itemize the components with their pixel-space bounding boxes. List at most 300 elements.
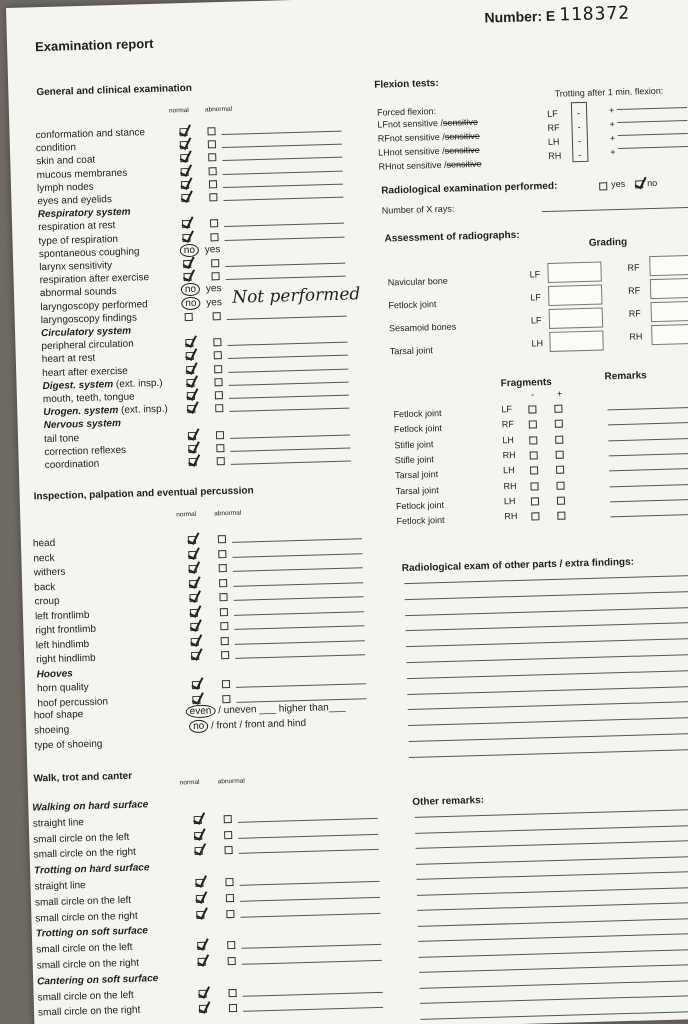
writing-line[interactable] xyxy=(416,840,688,849)
gait-row-abnormal-checkbox[interactable] xyxy=(224,815,232,823)
writing-line[interactable] xyxy=(420,1010,688,1019)
gait-row-normal-checkbox[interactable] xyxy=(198,989,206,997)
gait-row-abnormal-checkbox[interactable] xyxy=(228,957,236,965)
flexion-leg: LF xyxy=(377,119,389,130)
general-row-notes-line[interactable] xyxy=(227,342,347,346)
fragment-plus-checkbox[interactable] xyxy=(556,450,564,458)
handwritten-not-performed: Not performed xyxy=(231,284,361,308)
inspection-row-abnormal-checkbox[interactable] xyxy=(222,680,230,688)
general-row-no-circled[interactable]: no xyxy=(180,244,199,258)
general-row-notes-line[interactable] xyxy=(222,157,342,161)
assessment-left-grade-box[interactable] xyxy=(549,330,604,351)
fragment-minus-checkbox[interactable] xyxy=(531,512,539,520)
radiological-other-title: Radiological exam of other parts / extra findings: xyxy=(401,556,635,575)
gait-row-abnormal-checkbox[interactable] xyxy=(224,831,232,839)
gait-row-normal-checkbox[interactable] xyxy=(194,816,202,824)
general-row-yes-option[interactable]: yes xyxy=(206,296,223,309)
fragments-minus: - xyxy=(530,389,535,400)
radiological-no-checkbox[interactable] xyxy=(635,180,643,188)
writing-line[interactable] xyxy=(405,606,688,615)
flexion-grade-line[interactable] xyxy=(617,120,687,123)
radiological-yes-checkbox[interactable] xyxy=(599,182,607,190)
general-row-sub-label: Digest. system xyxy=(42,378,114,392)
general-row-label: spontaneous coughing xyxy=(38,246,140,260)
flexion-row-label xyxy=(378,131,480,144)
gait-row-notes-line[interactable] xyxy=(242,960,382,965)
fragment-plus-checkbox[interactable] xyxy=(556,481,564,489)
general-row-notes-line[interactable] xyxy=(230,447,350,451)
inspection-row-notes-line[interactable] xyxy=(235,654,365,659)
gait-row-notes-line[interactable] xyxy=(243,1007,383,1012)
fragment-row-leg: LH xyxy=(503,495,516,507)
assessment-right-leg: RF xyxy=(627,285,641,296)
general-row-label: laryngoscopy performed xyxy=(40,298,148,313)
general-row-label: correction reflexes xyxy=(44,444,127,458)
general-row-label: Circulatory system xyxy=(40,325,132,340)
flexion-trot-leg: LF xyxy=(547,108,558,119)
general-row-notes-line[interactable] xyxy=(223,197,343,201)
writing-line[interactable] xyxy=(420,995,688,1004)
fragment-minus-checkbox[interactable] xyxy=(529,421,537,429)
general-col-abnormal: abnormal xyxy=(204,105,233,114)
general-row-notes-line[interactable] xyxy=(225,236,345,240)
assessment-left-grade-box[interactable] xyxy=(548,284,603,305)
assessment-left-grade-box[interactable] xyxy=(549,307,604,328)
general-row-normal-checkbox[interactable] xyxy=(189,458,197,466)
fragment-remark-line[interactable] xyxy=(609,468,688,472)
fragment-row-label: Stifle joint xyxy=(394,454,434,466)
inspection-col-normal: normal xyxy=(176,510,197,519)
gait-row-notes-line[interactable] xyxy=(238,818,378,823)
gait-col-abnormal: abnormal xyxy=(217,777,245,786)
fragment-remark-line[interactable] xyxy=(610,499,688,503)
inspection-row-abnormal-checkbox[interactable] xyxy=(220,608,228,616)
general-row-notes-line[interactable] xyxy=(230,434,350,438)
exam-report-sheet xyxy=(6,0,688,1024)
writing-line[interactable] xyxy=(419,948,688,957)
general-row-label: respiration at rest xyxy=(38,220,116,234)
general-row-label: type of respiration xyxy=(38,233,119,247)
gait-row-normal-checkbox[interactable] xyxy=(197,942,205,950)
flexion-minus: - xyxy=(577,122,581,133)
inspection-row-normal-checkbox[interactable] xyxy=(192,695,200,703)
flexion-plus: + xyxy=(609,133,616,144)
fragment-minus-checkbox[interactable] xyxy=(530,451,538,459)
fragment-row-leg: LH xyxy=(502,465,515,476)
assessment-right-grade-box[interactable] xyxy=(650,301,688,322)
fragment-row-label: Fetlock joint xyxy=(393,423,443,435)
general-row-no-circled[interactable]: no xyxy=(181,296,200,310)
inspection-row-label: Hooves xyxy=(36,667,73,680)
hoof-shape-even[interactable]: even xyxy=(186,704,216,718)
inspection-row-normal-checkbox[interactable] xyxy=(189,579,197,587)
flexion-not-sensitive[interactable]: not sensitive / xyxy=(389,145,445,158)
inspection-row-abnormal-checkbox[interactable] xyxy=(222,695,230,703)
general-row-abnormal-checkbox[interactable] xyxy=(208,154,216,162)
assessment-row-label: Tarsal joint xyxy=(389,345,433,357)
gait-row-abnormal-checkbox[interactable] xyxy=(226,894,234,902)
inspection-row-abnormal-checkbox[interactable] xyxy=(220,622,228,630)
general-row-sub-extra: (ext. insp.) xyxy=(112,377,163,390)
writing-line[interactable] xyxy=(407,669,688,678)
fragment-plus-checkbox[interactable] xyxy=(554,405,562,413)
general-row-abnormal-checkbox[interactable] xyxy=(217,457,225,465)
flexion-grade-line[interactable] xyxy=(618,133,688,136)
inspection-row-abnormal-checkbox[interactable] xyxy=(218,535,226,543)
inspection-row-label: neck xyxy=(33,552,55,564)
gait-row-abnormal-checkbox[interactable] xyxy=(229,1004,237,1012)
writing-line[interactable] xyxy=(420,979,688,988)
gait-row-label: small circle on the right xyxy=(36,957,140,972)
fragment-row-label: Tarsal joint xyxy=(395,469,439,481)
writing-line[interactable] xyxy=(416,855,688,864)
inspection-row-notes-line[interactable] xyxy=(234,625,364,630)
assessment-right-grade-box[interactable] xyxy=(651,324,688,345)
gait-row-abnormal-checkbox[interactable] xyxy=(225,878,233,886)
general-row-abnormal-checkbox[interactable] xyxy=(215,391,223,399)
xrays-label: Number of X rays: xyxy=(381,203,455,216)
gait-row-abnormal-checkbox[interactable] xyxy=(225,846,233,854)
inspection-row-normal-checkbox[interactable] xyxy=(188,550,196,558)
inspection-row-notes-line[interactable] xyxy=(233,567,363,572)
flexion-sensitive-struck[interactable]: sensitive xyxy=(442,116,479,128)
gait-row-notes-line[interactable] xyxy=(241,944,381,949)
flexion-sensitive-struck[interactable]: sensitive xyxy=(444,130,480,142)
general-row-normal-checkbox[interactable] xyxy=(182,234,190,242)
inspection-row-normal-checkbox[interactable] xyxy=(192,681,200,689)
gait-row-label: Trotting on soft surface xyxy=(35,925,149,940)
gait-row-label: small circle on the right xyxy=(37,1005,141,1019)
inspection-row-notes-line[interactable] xyxy=(234,611,364,616)
general-row-notes-line[interactable] xyxy=(226,276,346,280)
assessment-left-leg: LF xyxy=(530,292,541,303)
gait-row-label: small circle on the left xyxy=(37,989,134,1004)
assessment-right-grade-box[interactable] xyxy=(649,255,688,276)
inspection-row-label: left hindlimb xyxy=(35,638,90,651)
gait-row-notes-line[interactable] xyxy=(239,849,379,854)
report-number-value: 118372 xyxy=(558,2,631,26)
inspection-row-normal-checkbox[interactable] xyxy=(191,637,199,645)
writing-line[interactable] xyxy=(407,685,688,694)
fragment-remark-line[interactable] xyxy=(609,453,688,457)
assessment-left-leg: LF xyxy=(529,269,541,280)
flexion-trot-leg: RH xyxy=(548,150,562,161)
inspection-row-label: right hindlimb xyxy=(36,652,96,666)
general-row-abnormal-checkbox[interactable] xyxy=(210,220,218,228)
fragment-row-leg: RH xyxy=(504,511,518,522)
fragment-minus-checkbox[interactable] xyxy=(530,467,538,475)
fragment-minus-checkbox[interactable] xyxy=(531,497,539,505)
general-row-abnormal-checkbox[interactable] xyxy=(214,352,222,360)
flexion-not-sensitive[interactable]: not sensitive / xyxy=(387,117,444,130)
shoeing-no[interactable]: no xyxy=(189,720,208,734)
fragment-plus-checkbox[interactable] xyxy=(557,512,565,520)
fragment-row-label: Fetlock joint xyxy=(393,407,442,420)
assessment-title: Assessment of radiographs: xyxy=(384,229,520,245)
fragment-remark-line[interactable] xyxy=(608,422,688,426)
general-row-normal-checkbox[interactable] xyxy=(183,273,191,281)
gait-row-label: straight line xyxy=(34,880,86,893)
general-row-abnormal-checkbox[interactable] xyxy=(209,167,217,175)
fragment-minus-checkbox[interactable] xyxy=(528,405,536,413)
fragment-row-leg: RF xyxy=(501,419,514,430)
fragment-minus-checkbox[interactable] xyxy=(530,482,538,490)
general-row-abnormal-checkbox[interactable] xyxy=(211,259,219,267)
inspection-row-notes-line[interactable] xyxy=(236,683,366,688)
inspection-row-notes-line[interactable] xyxy=(234,596,364,601)
gait-row-normal-checkbox[interactable] xyxy=(196,895,204,903)
general-row-label: heart at rest xyxy=(41,353,96,366)
inspection-row-abnormal-checkbox[interactable] xyxy=(219,593,227,601)
fragment-remark-line[interactable] xyxy=(610,483,688,487)
general-row-notes-line[interactable] xyxy=(225,263,345,267)
general-row-sub-extra: (ext. insp.) xyxy=(118,403,168,417)
gait-row-normal-checkbox[interactable] xyxy=(199,1005,207,1013)
general-row-label: larynx sensitivity xyxy=(39,260,113,274)
writing-line[interactable] xyxy=(419,964,688,973)
fragment-remark-line[interactable] xyxy=(610,514,688,518)
general-row-normal-checkbox[interactable] xyxy=(188,445,196,453)
flexion-plus: + xyxy=(610,147,616,158)
gait-row-normal-checkbox[interactable] xyxy=(195,847,203,855)
fragment-row-label: Tarsal joint xyxy=(395,484,439,496)
gait-row-notes-line[interactable] xyxy=(240,912,380,917)
general-row-no-option[interactable] xyxy=(181,296,200,310)
inspection-row-label: hoof percussion xyxy=(37,695,109,709)
gait-row-label: small circle on the right xyxy=(35,910,138,925)
inspection-row-notes-line[interactable] xyxy=(233,582,363,587)
assessment-right-leg: RF xyxy=(627,262,640,273)
flexion-row-label xyxy=(377,117,478,130)
type-of-shoeing: type of shoeing xyxy=(34,738,103,752)
general-row-abnormal-checkbox[interactable] xyxy=(214,365,222,373)
general-row-notes-line[interactable] xyxy=(228,368,348,372)
report-number-label: Number: E 118372 xyxy=(484,2,631,26)
general-section-title: General and clinical examination xyxy=(36,82,193,99)
general-row-abnormal-checkbox[interactable] xyxy=(209,193,217,201)
general-row-normal-checkbox[interactable] xyxy=(180,154,188,162)
gait-row-notes-line[interactable] xyxy=(240,897,380,902)
flexion-not-sensitive[interactable]: not sensitive / xyxy=(389,131,445,144)
report-title: Examination report xyxy=(34,35,154,55)
flexion-row-label xyxy=(378,145,480,158)
inspection-row-label: croup xyxy=(34,595,60,608)
fragment-minus-checkbox[interactable] xyxy=(529,436,537,444)
general-row-normal-checkbox[interactable] xyxy=(182,220,190,228)
gait-col-normal: normal xyxy=(179,778,200,787)
general-row-normal-checkbox[interactable] xyxy=(181,181,189,189)
general-row-label: peripheral circulation xyxy=(41,338,134,353)
general-row-abnormal-checkbox[interactable] xyxy=(214,378,222,386)
general-row-normal-checkbox[interactable] xyxy=(185,313,193,321)
inspection-row-normal-checkbox[interactable] xyxy=(189,565,197,573)
trotting-flexion-label: Trotting after 1 min. flexion: xyxy=(554,85,664,99)
inspection-row-normal-checkbox[interactable] xyxy=(191,652,199,660)
gait-row-label: straight line xyxy=(32,816,85,830)
gait-row-abnormal-checkbox[interactable] xyxy=(228,989,236,997)
general-row-yes-option[interactable]: yes xyxy=(205,283,222,295)
writing-line[interactable] xyxy=(406,622,688,631)
general-row-normal-checkbox[interactable] xyxy=(186,352,194,360)
fragment-plus-checkbox[interactable] xyxy=(557,496,565,504)
general-row-abnormal-checkbox[interactable] xyxy=(216,444,224,452)
fragment-plus-checkbox[interactable] xyxy=(555,420,563,428)
inspection-row-label: back xyxy=(34,581,56,593)
gait-row-notes-line[interactable] xyxy=(243,991,383,996)
general-row-notes-line[interactable] xyxy=(231,461,351,465)
writing-line[interactable] xyxy=(405,591,688,600)
inspection-row-label: horn quality xyxy=(36,681,89,695)
flexion-grade-line[interactable] xyxy=(618,146,688,149)
general-row-abnormal-checkbox[interactable] xyxy=(215,404,223,412)
gait-row-notes-line[interactable] xyxy=(238,834,378,839)
general-row-label: tail tone xyxy=(43,432,80,445)
general-row-notes-line[interactable] xyxy=(223,170,343,174)
inspection-row-abnormal-checkbox[interactable] xyxy=(219,579,227,587)
gait-row-abnormal-checkbox[interactable] xyxy=(227,941,235,949)
general-row-notes-line[interactable] xyxy=(229,395,349,399)
radiological-no-label: no xyxy=(647,177,658,189)
flexion-plus: + xyxy=(608,105,615,116)
flexion-row-label xyxy=(378,159,481,172)
general-row-normal-checkbox[interactable] xyxy=(186,379,194,387)
writing-line[interactable] xyxy=(406,638,688,647)
general-row-notes-line[interactable] xyxy=(224,223,344,227)
flexion-not-sensitive[interactable]: not sensitive / xyxy=(391,159,447,172)
fragment-row-label: Fetlock joint xyxy=(395,499,445,512)
inspection-row-abnormal-checkbox[interactable] xyxy=(219,564,227,572)
general-row-normal-checkbox[interactable] xyxy=(187,405,195,413)
flexion-minus-box xyxy=(571,102,589,162)
gait-section-title: Walk, trot and canter xyxy=(33,770,133,785)
assessment-right-grade-box[interactable] xyxy=(650,278,688,299)
assessment-left-grade-box[interactable] xyxy=(547,261,602,282)
general-row-abnormal-checkbox[interactable] xyxy=(211,272,219,280)
writing-line[interactable] xyxy=(404,575,688,584)
writing-line[interactable] xyxy=(415,809,688,818)
flexion-grade-line[interactable] xyxy=(617,107,687,110)
flexion-minus: - xyxy=(577,108,581,119)
general-row-normal-checkbox[interactable] xyxy=(181,168,189,176)
gait-row-normal-checkbox[interactable] xyxy=(196,910,204,918)
flexion-minus: - xyxy=(578,149,582,161)
writing-line[interactable] xyxy=(406,654,688,663)
general-row-notes-line[interactable] xyxy=(227,315,347,319)
writing-line[interactable] xyxy=(415,824,688,833)
general-row-abnormal-checkbox[interactable] xyxy=(210,233,218,241)
writing-line[interactable] xyxy=(408,717,688,726)
inspection-row-notes-line[interactable] xyxy=(235,640,365,645)
general-row-notes-line[interactable] xyxy=(229,408,349,412)
fragment-row-leg: LH xyxy=(502,434,514,445)
writing-line[interactable] xyxy=(417,886,688,895)
general-row-no-circled[interactable]: no xyxy=(181,283,200,297)
writing-line[interactable] xyxy=(418,933,688,942)
flexion-trot-leg: LH xyxy=(547,136,560,147)
inspection-section-title: Inspection, palpation and eventual percussion xyxy=(33,485,254,503)
inspection-row-label: left frontlimb xyxy=(34,609,90,622)
general-row-label: heart after exercise xyxy=(42,365,128,379)
inspection-row-label: head xyxy=(32,537,56,550)
general-row-notes-line[interactable] xyxy=(223,183,343,187)
fragments-plus: + xyxy=(556,388,563,399)
general-row-abnormal-checkbox[interactable] xyxy=(207,127,215,135)
general-row-label: abnormal sounds xyxy=(39,286,117,300)
general-row-abnormal-checkbox[interactable] xyxy=(209,180,217,188)
fragment-row-label: Fetlock joint xyxy=(396,515,445,527)
flexion-sensitive-struck[interactable]: sensitive xyxy=(444,144,480,156)
gait-row-label: Trotting on hard surface xyxy=(33,862,150,877)
writing-line[interactable] xyxy=(409,733,688,742)
general-row-notes-line[interactable] xyxy=(222,131,342,135)
flexion-sensitive-struck[interactable]: sensitive xyxy=(446,158,482,170)
gait-row-label: Cantering on soft surface xyxy=(37,972,159,988)
inspection-row-notes-line[interactable] xyxy=(232,538,362,543)
gait-row-normal-checkbox[interactable] xyxy=(195,879,203,887)
general-row-yes-option[interactable]: yes xyxy=(204,243,221,256)
inspection-row-abnormal-checkbox[interactable] xyxy=(218,550,226,558)
general-row-abnormal-checkbox[interactable] xyxy=(216,431,224,439)
flexion-plus: + xyxy=(609,119,615,130)
general-row-abnormal-checkbox[interactable] xyxy=(208,140,216,148)
fragment-plus-checkbox[interactable] xyxy=(555,435,563,443)
xrays-line[interactable] xyxy=(542,207,688,212)
fragments-remarks-label: Remarks xyxy=(604,370,647,383)
writing-line[interactable] xyxy=(417,902,688,911)
fragment-plus-checkbox[interactable] xyxy=(556,466,564,474)
radiological-title: Radiological examination performed: xyxy=(381,180,558,197)
general-row-label: Nervous system xyxy=(43,418,122,432)
general-row-normal-checkbox[interactable] xyxy=(186,365,194,373)
flexion-minus: - xyxy=(577,136,582,147)
inspection-row-normal-checkbox[interactable] xyxy=(190,608,198,616)
general-row-notes-line[interactable] xyxy=(229,381,349,385)
writing-line[interactable] xyxy=(409,748,688,757)
general-row-abnormal-checkbox[interactable] xyxy=(213,312,221,320)
general-row-notes-line[interactable] xyxy=(222,144,342,148)
gait-row-normal-checkbox[interactable] xyxy=(198,958,206,966)
general-row-normal-checkbox[interactable] xyxy=(188,431,196,439)
writing-line[interactable] xyxy=(408,701,688,710)
gait-row-normal-checkbox[interactable] xyxy=(194,831,202,839)
hoof-shape-row: hoof shape even / uneven ___ higher than___ xyxy=(33,701,346,722)
inspection-row-abnormal-checkbox[interactable] xyxy=(221,637,229,645)
general-row-label: laryngoscopy findings xyxy=(40,312,138,326)
writing-line[interactable] xyxy=(418,917,688,926)
general-row-abnormal-checkbox[interactable] xyxy=(213,338,221,346)
gait-row-label: Walking on hard surface xyxy=(32,799,149,814)
inspection-row-normal-checkbox[interactable] xyxy=(188,536,196,544)
inspection-row-label: right frontlimb xyxy=(35,623,97,637)
inspection-row-notes-line[interactable] xyxy=(232,553,362,558)
fragment-remark-line[interactable] xyxy=(607,407,688,411)
general-row-no-option[interactable] xyxy=(181,283,200,297)
inspection-row-normal-checkbox[interactable] xyxy=(190,623,198,631)
general-row-normal-checkbox[interactable] xyxy=(181,194,189,202)
gait-row-abnormal-checkbox[interactable] xyxy=(226,910,234,918)
general-row-label: conformation and stance xyxy=(35,127,146,142)
general-col-normal: normal xyxy=(168,106,189,115)
inspection-row-abnormal-checkbox[interactable] xyxy=(221,651,229,659)
inspection-row-normal-checkbox[interactable] xyxy=(189,594,197,602)
fragment-remark-line[interactable] xyxy=(608,437,688,441)
gait-row-notes-line[interactable] xyxy=(240,881,380,886)
general-row-label: respiration after exercise xyxy=(39,272,150,287)
general-row-label: condition xyxy=(35,142,77,155)
general-row-notes-line[interactable] xyxy=(228,355,348,359)
fragments-title: Fragments xyxy=(500,376,552,390)
writing-line[interactable] xyxy=(416,871,688,880)
